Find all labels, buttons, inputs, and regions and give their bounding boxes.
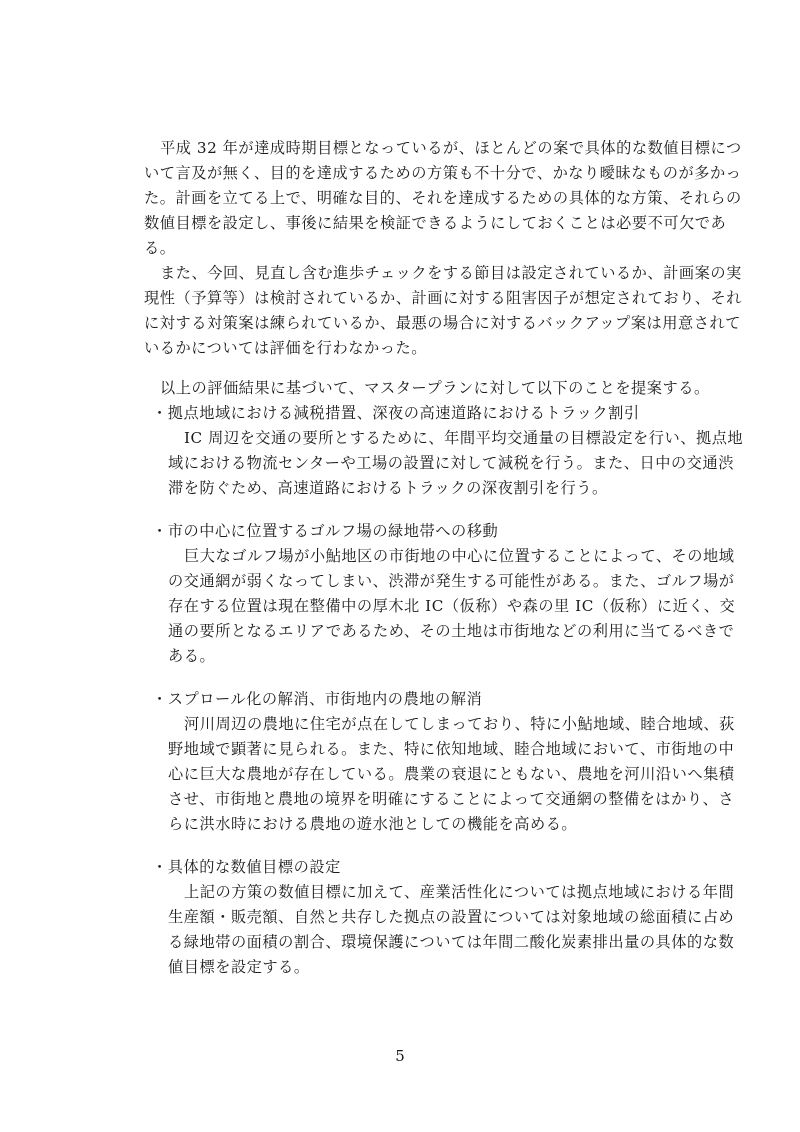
paragraph1-line: る。 bbox=[144, 239, 176, 257]
paragraph2-line: 現性（予算等）は検討されているか、計画に対する阻害因子が想定されており、それ bbox=[144, 289, 743, 307]
proposal-heading: ・具体的な数値目標の設定 bbox=[152, 858, 341, 876]
proposal-line: 滞を防ぐため、高速道路におけるトラックの深夜割引を行う。 bbox=[168, 479, 608, 497]
paragraph2-line: いるかについては評価を行わなかった。 bbox=[144, 339, 427, 357]
proposal-line: 通の要所となるエリアであるため、その土地は市街地などの利用に当てるべきで bbox=[168, 622, 735, 640]
paragraph2-line: に対する対策案は練られているか、最悪の場合に対するバックアップ案は用意されて bbox=[144, 314, 741, 332]
proposal-line: 野地域で顕著に見られる。また、特に依知地域、睦合地域において、市街地の中 bbox=[168, 740, 735, 758]
proposal-line: 存在する位置は現在整備中の厚木北 IC（仮称）や森の里 IC（仮称）に近く、交 bbox=[168, 597, 736, 615]
proposal-line: の交通網が弱くなってしまい、渋滞が発生する可能性がある。また、ゴルフ場が bbox=[168, 572, 735, 590]
paragraph2-line: また、今回、見直し含む進歩チェックをする節目は設定されているか、計画案の実 bbox=[160, 264, 742, 282]
proposal-line: る緑地帯の面積の割合、環境保護については年間二酸化炭素排出量の具体的な数 bbox=[168, 933, 735, 951]
proposal-intro: 以上の評価結果に基づいて、マスタープランに対して以下のことを提案する。 bbox=[160, 379, 710, 397]
proposal-line: らに洪水時における農地の遊水池としての機能を高める。 bbox=[168, 815, 578, 833]
proposal-line: 心に巨大な農地が存在している。農業の衰退にともない、農地を河川沿いへ集積 bbox=[168, 765, 735, 783]
proposal-heading: ・拠点地域における減税措置、深夜の高速道路におけるトラック割引 bbox=[152, 404, 640, 422]
paragraph1-line: た。計画を立てる上で、明確な目的、それを達成するための具体的な方策、それらの bbox=[144, 189, 742, 207]
proposal-line: 域における物流センターや工場の設置に対して減税を行う。また、日中の交通渋 bbox=[168, 454, 734, 472]
proposal-line: 値目標を設定する。 bbox=[168, 958, 310, 976]
page-number: 5 bbox=[395, 1047, 405, 1065]
proposal-line: 生産額・販売額、自然と共存した拠点の設置については対象地域の総面積に占め bbox=[168, 908, 735, 926]
proposal-line: ある。 bbox=[168, 647, 216, 665]
proposal-line: 巨大なゴルフ場が小鮎地区の市街地の中心に位置することによって、その地域 bbox=[184, 547, 735, 565]
proposal-line: 河川周辺の農地に住宅が点在してしまっており、特に小鮎地域、睦合地域、荻 bbox=[184, 715, 735, 733]
proposal-heading: ・市の中心に位置するゴルフ場の緑地帯への移動 bbox=[152, 522, 499, 540]
paragraph1-line: 数値目標を設定し、事後に結果を検証できるようにしておくことは必要不可欠であ bbox=[144, 214, 727, 232]
paragraph1-line: いて言及が無く、目的を達成するための方策も不十分で、かなり曖昧なものが多かっ bbox=[144, 164, 742, 182]
proposal-line: 上記の方策の数値目標に加えて、産業活性化については拠点地域における年間 bbox=[184, 883, 735, 901]
proposal-line: させ、市街地と農地の境界を明確にすることによって交通網の整備をはかり、さ bbox=[168, 790, 735, 808]
proposal-line: IC 周辺を交通の要所とするために、年間平均交通量の目標設定を行い、拠点地 bbox=[184, 429, 744, 447]
paragraph1-line: 平成 32 年が達成時期目標となっているが、ほとんどの案で具体的な数値目標につ bbox=[160, 139, 742, 157]
proposal-heading: ・スプロール化の解消、市街地内の農地の解消 bbox=[152, 690, 483, 708]
